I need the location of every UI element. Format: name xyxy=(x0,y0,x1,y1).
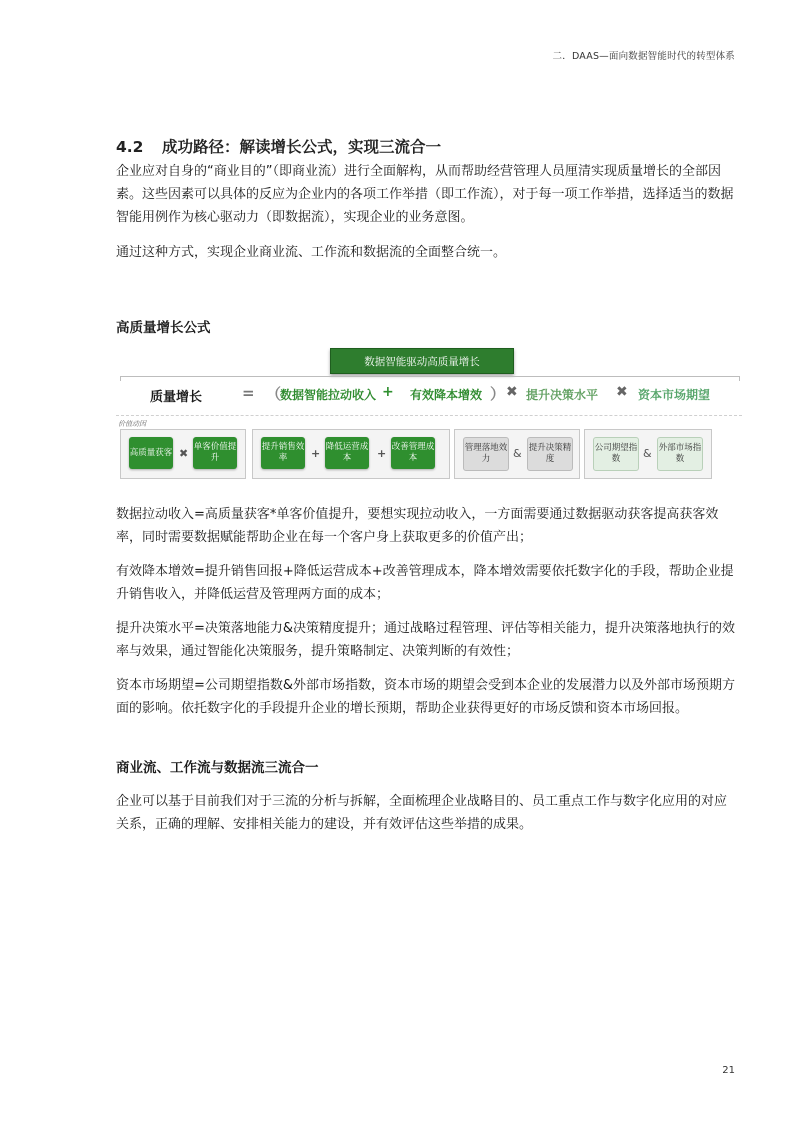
banner-bracket xyxy=(120,376,740,381)
paragraph-capital: 资本市场期望=公司期望指数&外部市场指数，资本市场的期望会受到本企业的发展潜力以及外部市场预期方面的影响。依托数字化的手段提升企业的增长预期，帮助企业获得更好的市场反馈和资本市场回报。 xyxy=(116,678,736,716)
op-amp-2: & xyxy=(643,447,652,460)
group-efficiency xyxy=(252,429,450,479)
op-amp-1: & xyxy=(513,447,522,460)
formula-term-decision: 提升决策水平 xyxy=(526,388,599,402)
box-decision-precision: 提升决策精度 xyxy=(527,437,573,471)
growth-formula-diagram xyxy=(116,344,742,482)
formula-row xyxy=(116,386,742,408)
formula-equals: = xyxy=(242,384,255,402)
paragraph-revenue: 数据拉动收入=高质量获客*单客价值提升，要想实现拉动收入，一方面需要通过数据驱动获客提高获客效率，同时需要数据赋能帮助企业在每一个客户身上获取更多的价值产出； xyxy=(116,507,719,545)
formula-term-efficiency: 有效降本增效 xyxy=(410,388,483,402)
formula-term-capital: 资本市场期望 xyxy=(638,388,711,402)
section-number: 4.2 xyxy=(116,138,144,156)
group-revenue xyxy=(120,429,246,479)
diagram-banner: 数据智能驱动高质量增长 xyxy=(330,348,514,374)
formula-times-1: ✖ xyxy=(506,384,518,400)
formula-open-paren: （ xyxy=(266,385,282,403)
paragraph-decision: 提升决策水平=决策落地能力&决策精度提升；通过战略过程管理、评估等相关能力，提升决策落地执行的效率与效果，通过智能化决策服务，提升策略制定、决策判断的有效性； xyxy=(116,621,736,659)
divider-line xyxy=(116,415,742,416)
heading-growth-formula: 高质量增长公式 xyxy=(116,320,211,336)
box-high-quality-acquisition: 高质量获客 xyxy=(129,437,173,469)
op-plus-1: + xyxy=(311,447,321,460)
box-execution: 管理落地效力 xyxy=(463,437,509,471)
paragraph-three-flows: 企业可以基于目前我们对于三流的分析与拆解，全面梳理企业战略目的、员工重点工作与数字化应用的对应关系，正确的理解、安排相关能力的建设，并有效评估这些举措的成果。 xyxy=(116,794,728,832)
box-management-cost: 改善管理成本 xyxy=(391,437,435,469)
box-external-market: 外部市场指数 xyxy=(657,437,703,471)
group-decision xyxy=(454,429,580,479)
op-times: ✖ xyxy=(179,447,189,460)
paragraph-integration: 通过这种方式，实现企业商业流、工作流和数据流的全面整合统一。 xyxy=(116,245,507,260)
box-company-expectation: 公司期望指数 xyxy=(593,437,639,471)
box-customer-value: 单客价值提升 xyxy=(193,437,237,469)
paragraph-intro: 企业应对自身的“商业目的”（即商业流）进行全面解构，从而帮助经营管理人员厘清实现质量增长的全部因素。这些因素可以具体的反应为企业内的各项工作举措（即工作流），对于每一项工作举措，选择适当的数据智能用例作为核心驱动力（即数据流），实现企业的业务意图。 xyxy=(116,164,734,225)
heading-three-flows: 商业流、工作流与数据流三流合一 xyxy=(116,760,319,776)
value-driver-label: 价值动因 xyxy=(118,420,146,428)
group-capital xyxy=(584,429,712,479)
section-title xyxy=(116,135,441,157)
box-operating-cost: 降低运营成本 xyxy=(325,437,369,469)
formula-main-term: 质量增长 xyxy=(150,390,203,405)
formula-times-2: ✖ xyxy=(616,384,628,400)
page-number: 21 xyxy=(722,1065,735,1076)
formula-term-revenue: 数据智能拉动收入 xyxy=(280,388,377,402)
op-plus-2: + xyxy=(377,447,387,460)
section-title-text: 成功路径：解读增长公式，实现三流合一 xyxy=(162,138,442,156)
formula-close-paren: ） xyxy=(490,385,506,403)
paragraph-efficiency: 有效降本增效=提升销售回报+降低运营成本+改善管理成本，降本增效需要依托数字化的手段，帮助企业提升销售收入，并降低运营及管理两方面的成本； xyxy=(116,564,734,602)
box-sales-efficiency: 提升销售效率 xyxy=(261,437,305,469)
running-header: 二．DAAS—面向数据智能时代的转型体系 xyxy=(552,51,735,62)
formula-plus: + xyxy=(382,384,394,400)
